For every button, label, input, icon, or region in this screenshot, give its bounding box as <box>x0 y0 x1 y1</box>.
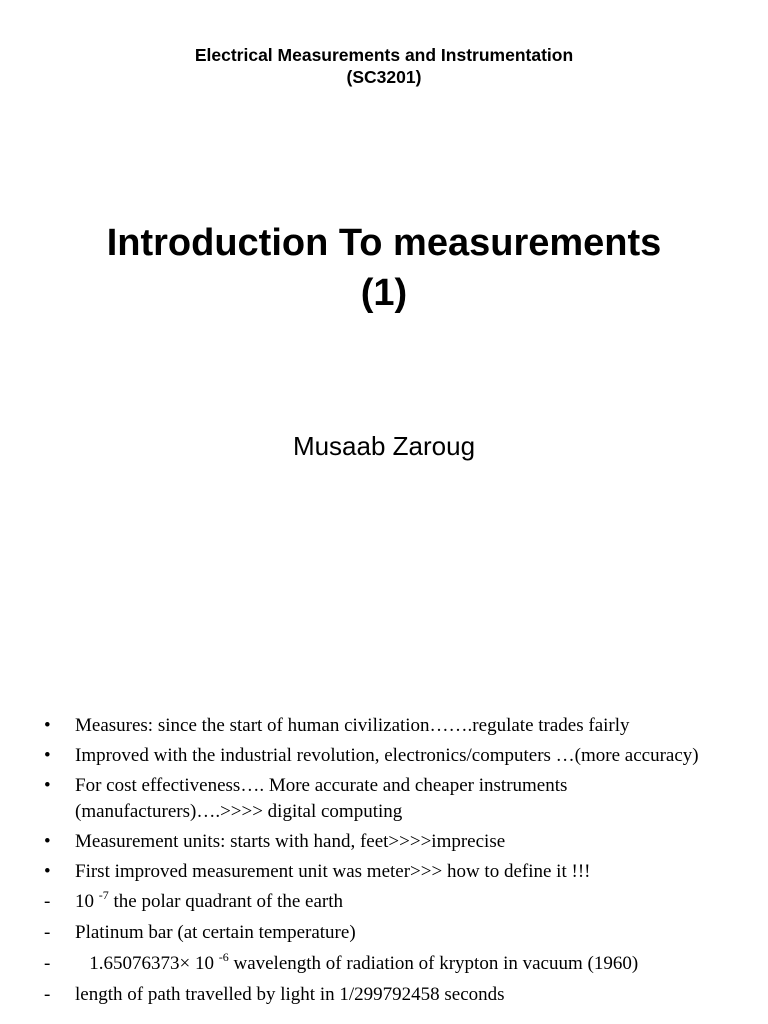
list-item-text <box>75 950 639 974</box>
bullet-marker: • <box>44 831 51 852</box>
list-item-rest: wavelength of radiation of krypton in vacuum (1960) <box>228 953 639 974</box>
slide-title-line-2: (1) <box>360 272 408 314</box>
course-title: Electrical Measurements and Instrumentation <box>194 45 574 65</box>
list-item-text: Measurement units: starts with hand, feet>>>>imprecise <box>75 831 506 852</box>
list-item <box>44 743 744 769</box>
power-base: 10 <box>75 891 99 912</box>
list-item <box>44 773 744 825</box>
bullet-marker: • <box>44 861 51 882</box>
bullet-marker: • <box>44 715 51 736</box>
dash-marker: - <box>44 984 51 1005</box>
list-item-rest: the polar quadrant of the earth <box>108 891 343 912</box>
power-exponent: -6 <box>218 950 229 964</box>
list-item-text: Platinum bar (at certain temperature) <box>75 922 356 943</box>
bullet-marker: • <box>44 775 51 796</box>
bullet-list <box>44 713 744 1008</box>
power-exponent: -7 <box>98 888 109 902</box>
sub-list-item <box>44 951 744 977</box>
sub-list-item <box>44 920 744 946</box>
list-item-text: Measures: since the start of human civilization…….regulate trades fairly <box>75 715 630 736</box>
course-code: (SC3201) <box>346 67 422 87</box>
list-item-text <box>75 888 343 912</box>
list-item <box>44 829 744 855</box>
sub-list-item <box>44 982 744 1008</box>
list-item-text: First improved measurement unit was meter>>> how to define it !!! <box>75 861 591 882</box>
list-item-text: For cost effectiveness…. More accurate and cheaper instruments (manufacturers)….>>>> digital computing <box>75 775 568 822</box>
list-item-text: Improved with the industrial revolution, electronics/computers …(more accuracy) <box>75 745 699 766</box>
list-item <box>44 859 744 885</box>
bullet-marker: • <box>44 745 51 766</box>
slide-title <box>0 218 768 318</box>
slide-title-line-1: Introduction To measurements <box>106 222 662 264</box>
dash-marker: - <box>44 922 51 943</box>
list-item <box>44 713 744 739</box>
course-header <box>0 44 768 88</box>
list-item-text: length of path travelled by light in 1/299792458 seconds <box>75 984 505 1005</box>
author-name: Musaab Zaroug <box>292 431 476 461</box>
sub-list-item <box>44 889 744 915</box>
dash-marker: - <box>44 953 51 974</box>
dash-marker: - <box>44 891 51 912</box>
power-base: 1.65076373× 10 <box>89 953 219 974</box>
